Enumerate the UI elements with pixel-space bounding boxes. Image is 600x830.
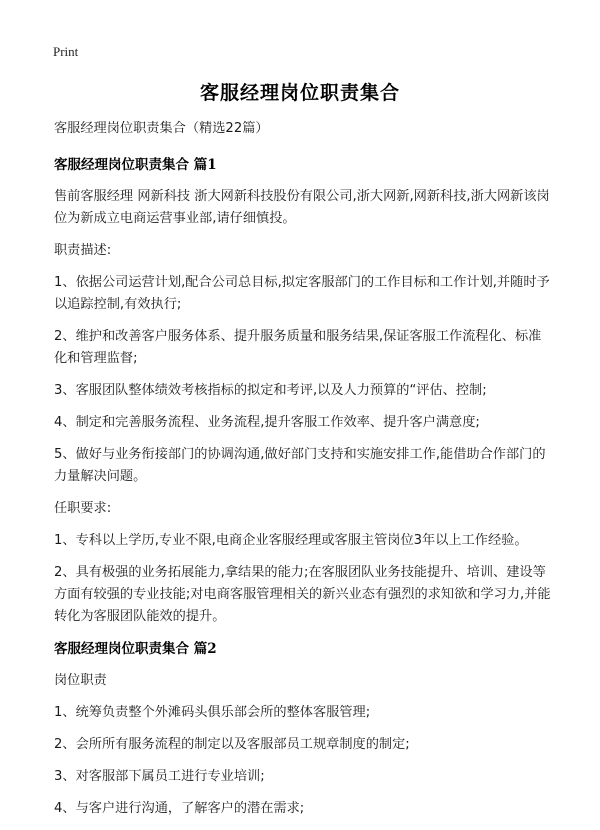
- section2-duty-item: 2、会所所有服务流程的制定以及客服部员工规章制度的制定;: [54, 737, 410, 752]
- section1-intro: 售前客服经理 网新科技 浙大网新科技股份有限公司,浙大网新,网新科技,浙大网新该岗位为新成立电商运营事业部,请仔细慎投。: [54, 189, 550, 226]
- section1-duty-item: 4、制定和完善服务流程、业务流程,提升客服工作效率、提升客户满意度;: [54, 415, 480, 430]
- section2-duties-label: 岗位职责: [54, 673, 107, 688]
- section1-duties-label: 职责描述:: [54, 243, 112, 258]
- section2-duty-item: 3、对客服部下属员工进行专业培训;: [54, 769, 265, 784]
- page-title: 客服经理岗位职责集合: [199, 82, 400, 104]
- section1-duty-item: 2、维护和改善客户服务体系、提升服务质量和服务结果,保证客服工作流程化、标准化和管理监督;: [54, 329, 542, 366]
- print-label: Print: [53, 44, 79, 59]
- section1-duty-item: 5、做好与业务衔接部门的协调沟通,做好部门支持和实施安排工作,能借助合作部门的力量解决问题。: [54, 447, 546, 484]
- section-heading-1: 客服经理岗位职责集合 篇1: [54, 157, 217, 173]
- section1-duty-item: 1、依据公司运营计划,配合公司总目标,拟定客服部门的工作目标和工作计划,并随时予以追踪控制,有效执行;: [54, 275, 550, 312]
- section1-requirements-label: 任职要求:: [54, 501, 112, 516]
- section-heading-2: 客服经理岗位职责集合 篇2: [54, 641, 217, 657]
- document-subtitle: 客服经理岗位职责集合（精选22篇）: [54, 121, 269, 136]
- section2-duty-item: 1、统筹负责整个外滩码头俱乐部会所的整体客服管理;: [54, 705, 371, 720]
- section1-requirement-item: 2、具有极强的业务拓展能力,拿结果的能力;在客服团队业务技能提升、培训、建设等方面有较强的专业技能;对电商客服管理相关的新兴业态有强烈的求知欲和学习力,并能转化为客服团队能效的提升。: [54, 565, 551, 624]
- section1-requirement-item: 1、专科以上学历,专业不限,电商企业客服经理或客服主管岗位3年以上工作经验。: [54, 533, 528, 548]
- document-body: [54, 118, 554, 830]
- section1-duty-item: 3、客服团队整体绩效考核指标的拟定和考评,以及人力预算的“评估、控制;: [54, 383, 487, 398]
- section2-duty-item: 4、与客户进行沟通，了解客户的潜在需求;: [54, 801, 305, 816]
